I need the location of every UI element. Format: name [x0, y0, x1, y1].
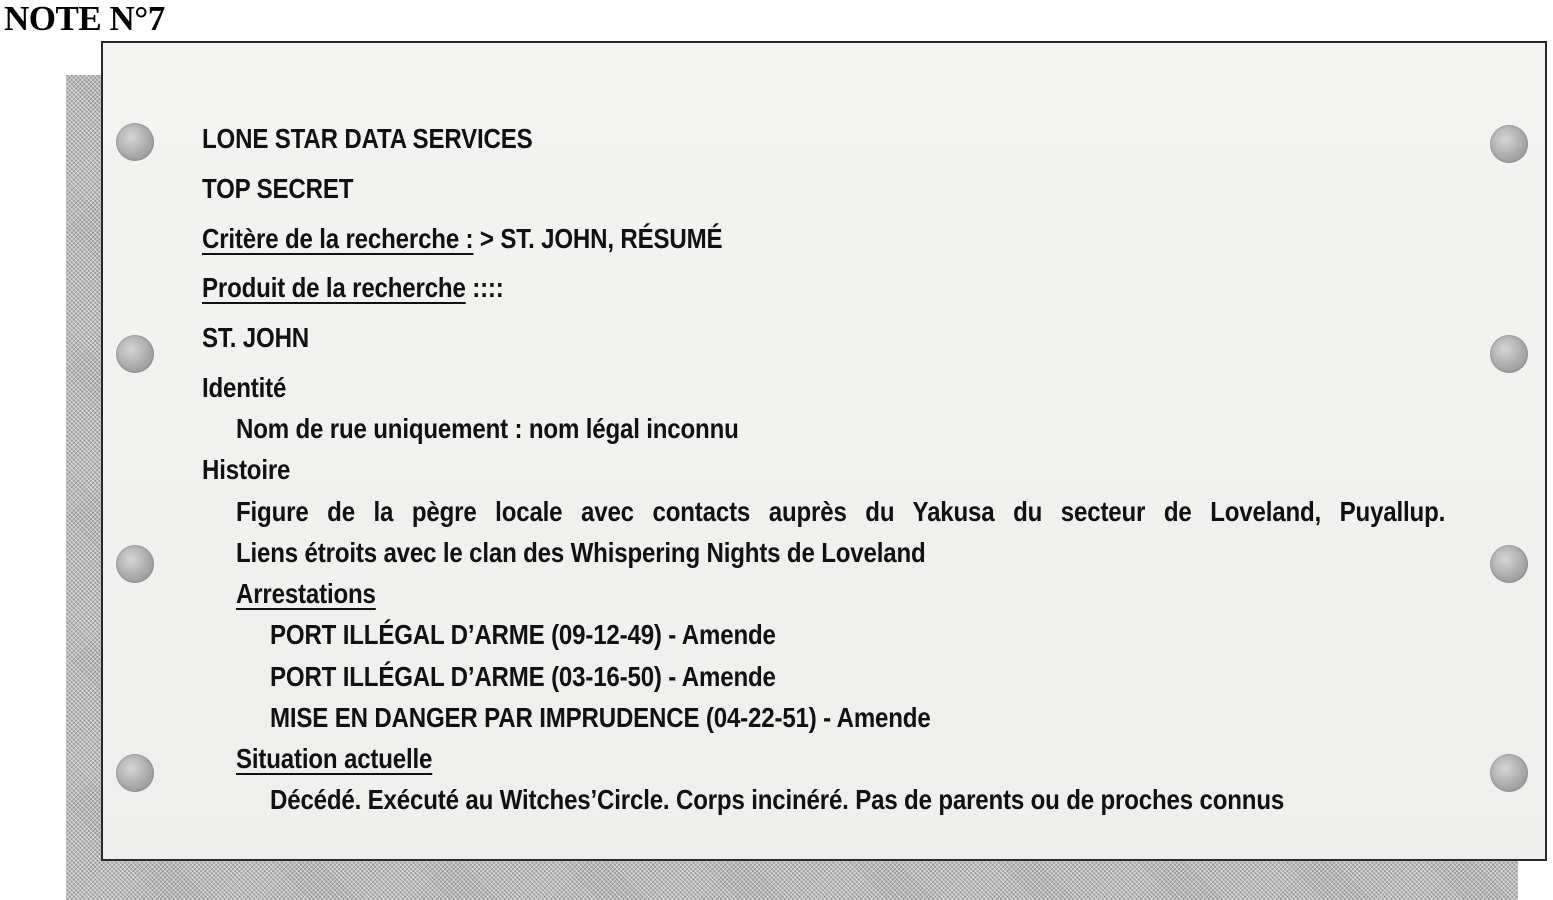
search-result-label: Produit de la recherche [202, 272, 466, 303]
arrest-item [270, 698, 1038, 738]
history-line-2 [236, 533, 1038, 573]
history-text-2: Liens étroits avec le clan des Whispering Nights de Loveland [236, 537, 926, 568]
identity-heading: Identité [202, 372, 287, 403]
arrest-text: PORT ILLÉGAL D’ARME (09-12-49) - Amende [270, 619, 776, 650]
identity-text: Nom de rue uniquement : nom légal inconnu [236, 413, 739, 444]
agency-line [202, 119, 586, 159]
binder-hole-right-3 [1490, 545, 1528, 583]
subject-name-line [202, 318, 326, 358]
status-text: Décédé. Exécuté au Witches’Circle. Corps incinéré. Pas de parents ou de proches connus [270, 784, 1285, 815]
search-criteria-line [202, 219, 807, 259]
history-line-1 [236, 492, 1553, 532]
agency-name: LONE STAR DATA SERVICES [202, 123, 533, 154]
search-criteria-label: Critère de la recherche : [202, 223, 474, 254]
arrest-item [270, 615, 858, 655]
identity-heading-line [202, 368, 300, 408]
history-text-1: Figure de la pègre locale avec contacts auprès du Yakusa du secteur de Loveland, Puyallup. [236, 496, 1446, 527]
identity-text-line [236, 409, 821, 449]
binder-hole-left-1 [116, 123, 154, 161]
arrests-heading: Arrestations [236, 578, 376, 609]
history-heading-line [202, 450, 305, 490]
status-heading: Situation actuelle [236, 743, 433, 774]
classification: TOP SECRET [202, 173, 354, 204]
subject-name: ST. JOHN [202, 322, 310, 353]
arrest-item [270, 657, 858, 697]
arrest-text: MISE EN DANGER PAR IMPRUDENCE (04-22-51) - Amende [270, 702, 931, 733]
history-heading: Histoire [202, 454, 291, 485]
status-heading-line [236, 739, 464, 779]
arrest-text: PORT ILLÉGAL D’ARME (03-16-50) - Amende [270, 661, 776, 692]
binder-hole-right-4 [1490, 754, 1528, 792]
binder-hole-left-2 [116, 335, 154, 373]
status-text-line [270, 780, 1449, 820]
search-result-suffix: :::: [465, 272, 504, 303]
binder-hole-right-2 [1490, 335, 1528, 373]
binder-hole-right-1 [1490, 125, 1528, 163]
binder-hole-left-4 [116, 754, 154, 792]
classification-line [202, 169, 378, 209]
note-title: NOTE N°7 [4, 0, 165, 38]
binder-hole-left-3 [116, 545, 154, 583]
printout-sheet [101, 41, 1547, 861]
arrests-heading-line [236, 574, 399, 614]
search-criteria-value: > ST. JOHN, RÉSUMÉ [473, 223, 723, 254]
search-result-line [202, 268, 553, 308]
